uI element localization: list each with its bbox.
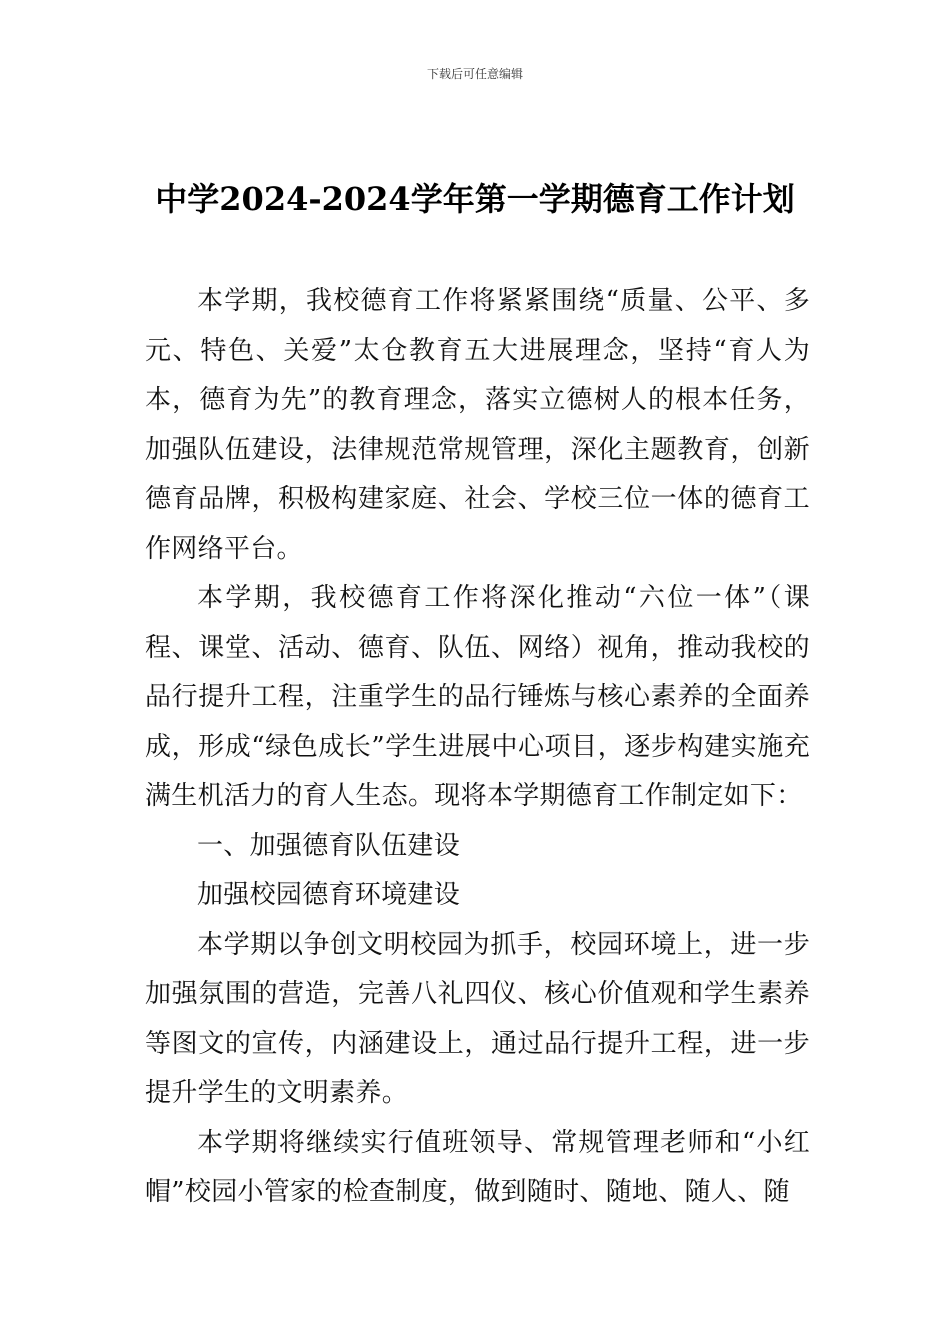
paragraph-intro-1: 本学期，我校德育工作将紧紧围绕“质量、公平、多元、特色、关爱”太仓教育五大进展理念，坚持“育人为本，德育为先”的教育理念，落实立德树人的根本任务，加强队伍建设，法律规范常规管理，深化主题教育，创新德育品牌，积极构建家庭、社会、学校三位一体的德育工作网络平台。	[145, 286, 810, 564]
header-note: 下载后可任意编辑	[426, 67, 523, 81]
document-body	[145, 277, 810, 1218]
subsection-heading: 加强校园德育环境建设	[197, 880, 461, 910]
paragraph-intro-2: 本学期，我校德育工作将深化推动“六位一体”（课程、课堂、活动、德育、队伍、网络）视角，推动我校的品行提升工程，注重学生的品行锤炼与核心素养的全面养成，形成“绿色成长”学生进展中心项目，逐步构建实施充满生机活力的育人生态。现将本学期德育工作制定如下：	[145, 583, 810, 811]
paragraph-duty-system: 本学期将继续实行值班领导、常规管理老师和“小红帽”校园小管家的检查制度，做到随时、随地、随人、随	[145, 1127, 810, 1207]
section-heading-1: 一、加强德育队伍建设	[197, 830, 461, 861]
document-title: 中学2024-2024学年第一学期德育工作计划	[155, 180, 795, 218]
paragraph-environment: 本学期以争创文明校园为抓手，校园环境上，进一步加强氛围的营造，完善八礼四仪、核心价值观和学生素养等图文的宣传，内涵建设上，通过品行提升工程，进一步提升学生的文明素养。	[145, 929, 810, 1108]
